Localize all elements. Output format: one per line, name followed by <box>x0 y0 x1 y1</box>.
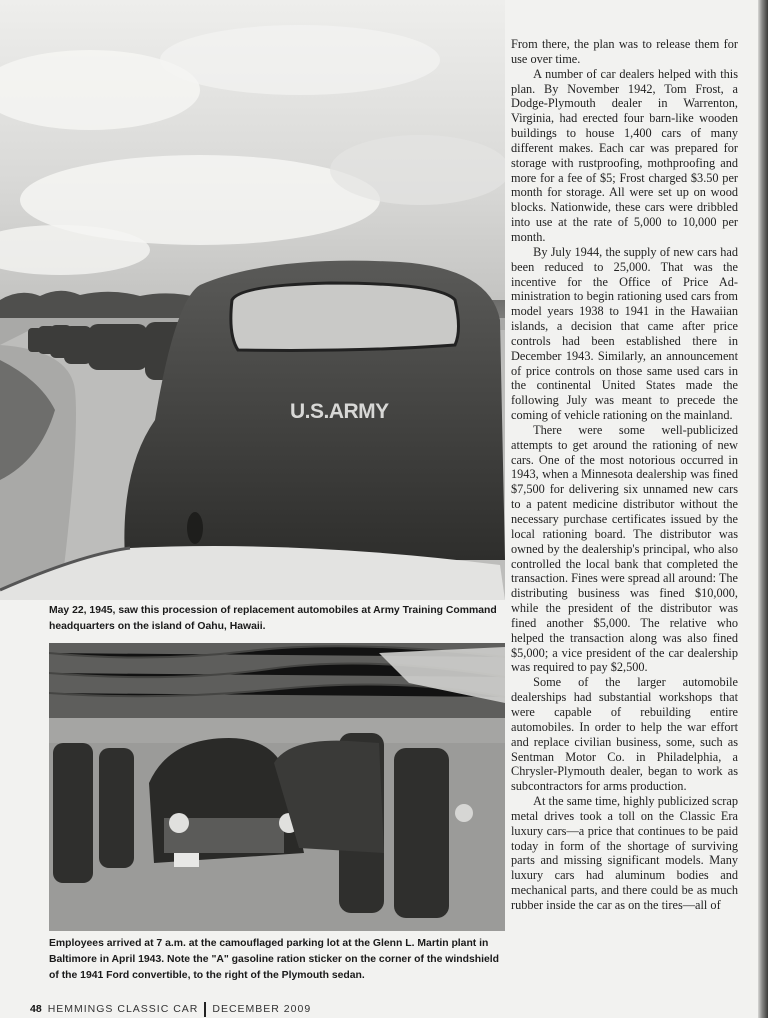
page-footer <box>30 1001 311 1017</box>
photo-caption-parking-lot: Employees arrived at 7 a.m. at the camouflaged parking lot at the Glenn L. Martin plant in Baltimore in April 1943. Note the "A" gasoline ration sticker on the corner of the windshield of the 1941 Ford convertible, to the right of the Plymouth sedan. <box>49 938 499 981</box>
article-paragraph: From there, the plan was to release them for use over time. <box>511 37 738 66</box>
photo-camouflaged-parking-lot <box>49 643 505 931</box>
car-lettering: U.S.ARMY <box>290 400 389 423</box>
article-paragraph: There were some well-publicized attempts to get around the rationing of new cars. One of the most notorious occurred in 1943, when a Minnesota dealership was fined $7,500 for delivering six unnamed new cars to a patent medicine distributor without the necessary purchase certificates issued by the local rationing board. The distributor was owned by the dealership's principal, who also controlled the local bank that completed the transaction. Fines were spread all around: The distributing business was fined $10,000, while the president of the distributor was fined another $5,000. The relative who helped the transaction along was also fined $5,000; a vice president of the car dealership was required to pay $2,500. <box>511 422 738 675</box>
article-paragraph: At the same time, highly publicized scrap metal drives took a toll on the Classic Era luxury cars—a price that continues to be paid today in form of the shortage of surviving parts and missing significant models. Many luxury cars had aluminum bodies and mechanical parts, and there could be as much rubber inside the car as on the tires—all of <box>511 794 738 912</box>
publication-name: HEMMINGS CLASSIC CAR <box>47 1003 199 1015</box>
article-text-column <box>511 37 738 913</box>
article-paragraph: A number of car dealers helped with this plan. By November 1942, Tom Frost, a Dodge-Plymouth dealer in Warrenton, Virginia, had erected four barn-like wooden buildings to house 1,400 cars of many different makes. Each car was prepared for storage with rustproofing, mothproofing and more for a fee of $5; Frost charged $3.50 per month for storage. All were set up on wood blocks. Nationwide, these cars were dribbled into use at the rate of 5,000 to 10,000 per month. <box>511 66 738 244</box>
footer-divider <box>204 1002 206 1017</box>
article-paragraph: Some of the larger automobile dealerships had substantial workshops that were capable of rebuilding entire automobiles. In order to help the war effort and replace civilian business, some, such as Sentman Motor Co. in Philadelphia, a Chrysler-Plymouth dealer, began to work as subcontractors for arms production. <box>511 675 738 794</box>
photo-army-car-procession <box>0 0 505 600</box>
article-paragraph: By July 1944, the supply of new cars had been reduced to 25,000. That was the incentive for the Office of Price Administration to begin rationing used cars from model years 1938 to 1941 in the Hawaiian islands, a decision that came after price controls had been established there in December 1943. Similarly, an announcement of price controls on those same used cars in the continental United States made the following July was meant to precede the coming of vehicle rationing on the mainland. <box>511 244 738 423</box>
photo-caption-procession: May 22, 1945, saw this procession of replacement automobiles at Army Training Command headquarters on the island of Oahu, Hawaii. <box>49 605 497 632</box>
page-number: 48 <box>30 1003 42 1015</box>
page-edge-shadow <box>758 0 768 1018</box>
issue-date: DECEMBER 2009 <box>212 1003 312 1015</box>
